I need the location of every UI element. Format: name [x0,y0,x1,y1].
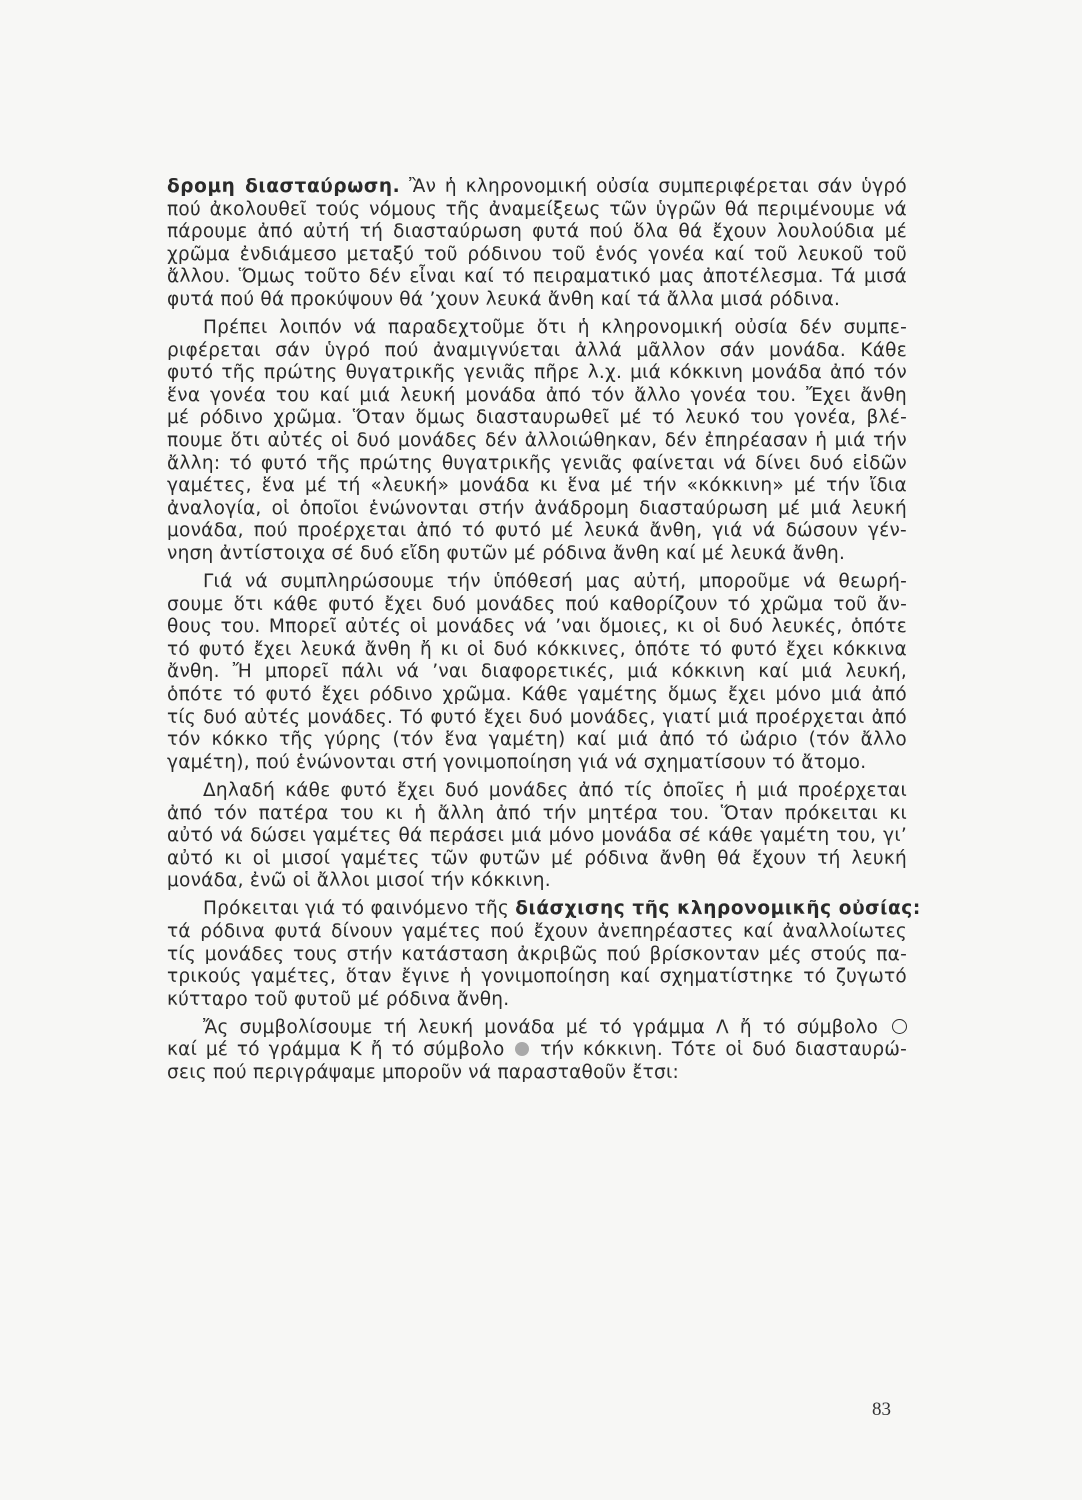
text-line: φυτά πού θά προκύψουν θά ’χουν λευκά ἄνθη καί τά ἄλλα μισά ρόδινα. [167,288,841,310]
text-line: τίς δυό αὐτές μονάδες. Τό φυτό ἔχει δυό μονάδες, γιατί μιά προέρχεται ἀπό [167,706,907,728]
text-line: γαμέτες, ἕνα μέ τή «λευκή» μονάδα κι ἕνα μέ τήν «κόκκινη» μέ τήν ἴδια [167,475,907,497]
text-line: Γιά νά συμπληρώσουμε τήν ὑπόθεσή μας αὐτή, μποροῦμε νά θεωρή- [203,571,907,593]
text-line: ἀναλογία, οἱ ὁποῖοι ἑνώνονται στήν ἀνάδρομη διασταύρωση μέ μιά λευκή [167,497,907,519]
text-line: ἀπό τόν πατέρα του κι ἡ ἄλλη ἀπό τήν μητέρα του. Ὅταν πρόκειται κι [167,802,907,824]
text-line: τίς μονάδες τους στήν κατάσταση ἀκριβῶς πού βρίσκονταν μές στούς πα- [167,943,907,965]
white-unit-circle-icon [892,1019,907,1034]
text-line: δρομη διασταύρωση. Ἂν ἡ κληρονομική οὐσία συμπεριφέρεται σάν ὑγρό [167,176,907,197]
text-line: Ἄς συμβολίσουμε τή λευκή μονάδα μέ τό γράμμα Λ ἤ τό σύμβολο [167,1017,907,1040]
text-line: ἄλλου. Ὅμως τοῦτο δέν εἶναι καί τό πειραματικό μας ἀποτέλεσμα. Τά μισά [167,266,907,288]
text-line: γαμέτη), πού ἑνώνονται στή γονιμοποίηση γιά νά σχηματίσουν τό ἄτομο. [167,751,867,773]
text-line: τό φυτό ἔχει λευκά ἄνθη ἤ κι οἱ δυό κόκκινες, ὁπότε τό φυτό ἔχει κόκκινα [167,638,907,660]
text-line: πού ἀκολουθεῖ τούς νόμους τῆς ἀναμείξεως τῶν ὑγρῶν θά περιμένουμε νά [167,198,907,220]
text-line: τόν κόκκο τῆς γύρης (τόν ἕνα γαμέτη) καί μιά ἀπό τό ὠάριο (τόν ἄλλο [167,729,907,751]
text-line: κύτταρο τοῦ φυτοῦ μέ ρόδινα ἄνθη. [167,988,510,1010]
text-line: μέ ρόδινο χρῶμα. Ὅταν ὅμως διασταυρωθεῖ μέ τό λευκό του γονέα, βλέ- [167,407,907,429]
text-line: ἄλλη: τό φυτό τῆς πρώτης θυγατρικῆς γενιᾶς φαίνεται νά δίνει δυό εἰδῶν [167,452,907,474]
bold-term: δρομη διασταύρωση. [167,176,401,197]
text-line: πάρουμε ἀπό αὐτή τή διασταύρωση φυτά πού ὅλα θά ἔχουν λουλούδια μέ [167,221,907,243]
text-line: τά ρόδινα φυτά δίνουν γαμέτες πού ἔχουν ἀνεπηρέαστες καί ἀναλλοίωτες [167,921,907,942]
text-line: μονάδα, ἐνῶ οἱ ἄλλοι μισοί τήν κόκκινη. [167,870,551,892]
red-unit-dot-icon [515,1042,529,1056]
text-line: σουμε ὅτι κάθε φυτό ἔχει δυό μονάδες πού καθορίζουν τό χρῶμα τοῦ ἄν- [167,593,907,615]
text-line: τρικούς γαμέτες, ὅταν ἔγινε ἡ γονιμοποίηση καί σχηματίστηκε τό ζυγωτό [167,966,907,988]
text-line: μονάδα, πού προέρχεται ἀπό τό φυτό μέ λευκά ἄνθη, γιά νά δώσουν γέν- [167,520,907,542]
text-line: χρῶμα ἐνδιάμεσο μεταξύ τοῦ ρόδινου τοῦ ἑνός γονέα καί τοῦ λευκοῦ τοῦ [167,243,907,265]
page-number: 83 [872,1399,891,1420]
text-line: καί μέ τό γράμμα Κ ἤ τό σύμβολο τήν κόκκινη. Τότε οἱ δυό διασταυρώ- [167,1039,908,1061]
text-line: σεις πού περιγράψαμε μποροῦν νά παρασταθοῦν ἔτσι: [167,1062,679,1084]
text-line: πουμε ὅτι αὐτές οἱ δυό μονάδες δέν ἀλλοιώθηκαν, δέν ἐπηρέασαν ἡ μιά τήν [167,430,907,452]
body-text [167,176,921,1085]
text-line: θους του. Μπορεῖ αὐτές οἱ μονάδες νά ’ναι ὅμοιες, κι οἱ δυό λευκές, ὁπότε [167,616,907,638]
bold-term: διάσχισης τῆς κληρονομικῆς οὐσίας: [515,898,921,920]
text-line: ἄνθη. Ἤ μπορεῖ πάλι νά ’ναι διαφορετικές, μιά κόκκινη καί μιά λευκή, [167,661,907,683]
text-line: ριφέρεται σάν ὑγρό πού ἀναμιγνύεται ἀλλά μᾶλλον σάν μονάδα. Κάθε [167,339,907,361]
text-line: ὁπότε τό φυτό ἔχει ρόδινο χρῶμα. Κάθε γαμέτης ὅμως ἔχει μόνο μιά ἀπό [167,684,907,706]
text-line: αὐτό κι οἱ μισοί γαμέτες τῶν φυτῶν μέ ρόδινα ἄνθη θά ἔχουν τή λευκή [167,847,907,869]
text-line: νηση ἀντίστοιχα σέ δυό εἴδη φυτῶν μέ ρόδινα ἄνθη καί μέ λευκά ἄνθη. [167,543,846,564]
text-line: αὐτό νά δώσει γαμέτες θά περάσει μιά μόνο μονάδα σέ κάθε γαμέτη του, γι’ [167,825,907,847]
text-line: Δηλαδή κάθε φυτό ἔχει δυό μονάδες ἀπό τίς ὁποῖες ἡ μιά προέρχεται [203,779,907,801]
text-line: Πρέπει λοιπόν νά παραδεχτοῦμε ὅτι ἡ κληρονομική οὐσία δέν συμπε- [203,317,907,339]
text-line: φυτό τῆς πρώτης θυγατρικῆς γενιᾶς πῆρε λ.χ. μιά κόκκινη μονάδα ἀπό τόν [167,362,907,384]
text-line: ἕνα γονέα του καί μιά λευκή μονάδα ἀπό τόν ἄλλο γονέα του. Ἔχει ἄνθη [167,384,907,406]
text-line: Πρόκειται γιά τό φαινόμενο τῆς διάσχισης τῆς κληρονομικῆς οὐσίας: [203,898,921,920]
